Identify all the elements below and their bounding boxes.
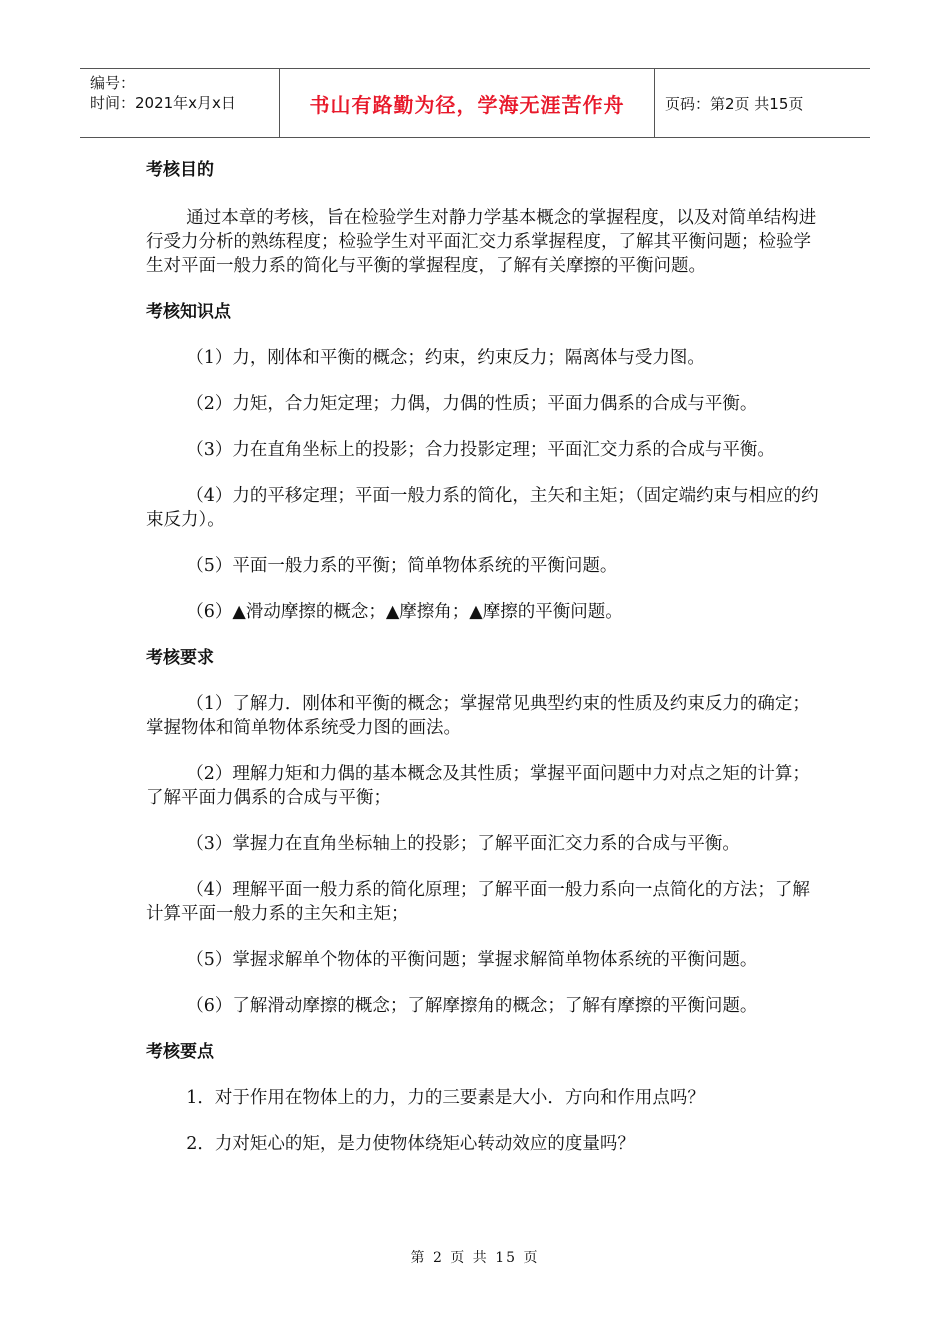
list-item: 2．力对矩心的矩，是力使物体绕矩心转动效应的度量吗？ (186, 1134, 635, 1154)
list-item: 1．对于作用在物体上的力，力的三要素是大小．方向和作用点吗？ (186, 1088, 705, 1108)
section-heading: 考核目的 (146, 160, 214, 180)
page-footer: 第 2 页 共 15 页 (410, 1250, 540, 1266)
list-item: （5）掌握求解单个物体的平衡问题；掌握求解简单物体系统的平衡问题。 (186, 950, 758, 970)
paragraph: 通过本章的考核，旨在检验学生对静力学基本概念的掌握程度，以及对简单结构进行受力分析的熟练程度；检验学生对平面汇交力系掌握程度，了解其平衡问题；检验学生对平面一般力系的简化与平衡的掌握程度，了解有关摩擦的平衡问题。 (146, 208, 817, 276)
list-item: （1）力，刚体和平衡的概念；约束，约束反力；隔离体与受力图。 (186, 348, 705, 368)
header-motto: 书山有路勤为径，学海无涯苦作舟 (280, 69, 655, 137)
list-item: （3）掌握力在直角坐标轴上的投影；了解平面汇交力系的合成与平衡。 (186, 834, 740, 854)
list-item: （1）了解力．刚体和平衡的概念；掌握常见典型约束的性质及约束反力的确定；掌握物体和简单物体系统受力图的画法。 (146, 694, 810, 738)
number-label: 编号： (90, 74, 136, 92)
list-item: （6）了解滑动摩擦的概念；了解摩擦角的概念；了解有摩擦的平衡问题。 (186, 996, 758, 1016)
page-header (80, 68, 870, 138)
section-heading: 考核要点 (146, 1042, 214, 1062)
list-item: （4）理解平面一般力系的简化原理；了解平面一般力系向一点简化的方法；了解计算平面一般力系的主矢和主矩； (146, 880, 810, 924)
header-left-cell (80, 69, 280, 137)
section-heading: 考核知识点 (146, 302, 231, 322)
section-heading: 考核要求 (146, 648, 214, 668)
document-body (146, 158, 826, 1156)
list-item: （4）力的平移定理；平面一般力系的简化，主矢和主矩；（固定端约束与相应的约束反力）。 (146, 486, 819, 530)
list-item: （5）平面一般力系的平衡；简单物体系统的平衡问题。 (186, 556, 618, 576)
date-line: 时间：2021年x月x日 (90, 94, 236, 112)
list-item: （2）理解力矩和力偶的基本概念及其性质；掌握平面问题中力对点之矩的计算；了解平面力偶系的合成与平衡； (146, 764, 810, 808)
list-item: （2）力矩，合力矩定理；力偶，力偶的性质；平面力偶系的合成与平衡。 (186, 394, 758, 414)
list-item: （6）▲滑动摩擦的概念；▲摩擦角；▲摩擦的平衡问题。 (186, 602, 623, 622)
list-item: （3）力在直角坐标上的投影；合力投影定理；平面汇交力系的合成与平衡。 (186, 440, 775, 460)
header-page-info: 页码：第2页 共15页 (665, 94, 804, 113)
